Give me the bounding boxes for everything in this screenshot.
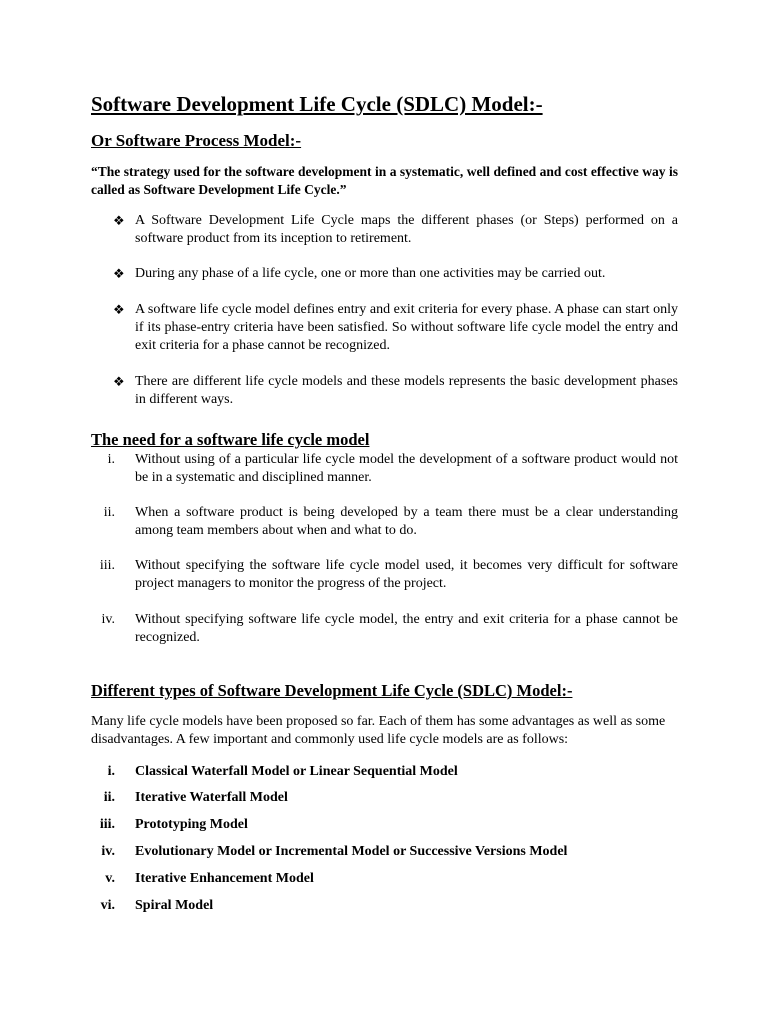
types-intro: Many life cycle models have been proposed so far. Each of them has some advantages as well as some disadvantages. A few important and commonly used life cycle models are as follows: [91, 714, 666, 747]
list-item-text: Without using of a particular life cycle model the development of a software product would not be in a systematic and disciplined manner. [135, 452, 678, 485]
list-number: i. [107, 764, 115, 779]
model-name: Evolutionary Model or Incremental Model or Successive Versions Model [135, 844, 568, 859]
list-number: iv. [101, 844, 115, 859]
page-subtitle: Or Software Process Model:- [91, 131, 302, 150]
list-number: i. [107, 452, 115, 467]
model-name: Spiral Model [135, 898, 214, 913]
bullet-text: A software life cycle model defines entry and exit criteria for every phase. A phase can start only if its phase-entry criteria have been satisfied. So without software life cycle model the entry and exit criteria for a phase cannot be recognized. [135, 302, 678, 353]
bullet-text: A Software Development Life Cycle maps the different phases (or Steps) performed on a software product from its inception to retirement. [135, 213, 678, 246]
model-list-item [91, 789, 678, 809]
model-list-item [91, 870, 678, 890]
types-heading: Different types of Software Development Life Cycle (SDLC) Model:- [91, 681, 573, 700]
list-item-text: Without specifying the software life cycle model used, it becomes very difficult for software project managers to monitor the progress of the project. [135, 558, 678, 591]
list-number: vi. [100, 898, 115, 913]
diamond-bullet-icon: ❖ [113, 302, 125, 317]
diamond-bullet-icon: ❖ [113, 213, 125, 228]
need-heading: The need for a software life cycle model [91, 430, 370, 449]
list-item-text: Without specifying software life cycle model, the entry and exit criteria for a phase cannot be recognized. [135, 612, 678, 645]
model-list-item [91, 897, 678, 917]
list-number: iii. [99, 558, 115, 573]
page-title: Software Development Life Cycle (SDLC) Model:- [91, 92, 543, 116]
model-list-item [91, 763, 678, 783]
list-number: ii. [103, 505, 115, 520]
bullet-text: There are different life cycle models and these models represents the basic development phases in different ways. [135, 374, 678, 407]
list-item-text: When a software product is being developed by a team there must be a clear understanding among team members about when and what to do. [135, 505, 678, 538]
list-number: iv. [101, 612, 115, 627]
model-name: Iterative Waterfall Model [135, 790, 288, 805]
diamond-bullet-icon: ❖ [113, 374, 125, 389]
model-list-item [91, 816, 678, 836]
model-name: Classical Waterfall Model or Linear Sequential Model [135, 764, 458, 779]
list-number: ii. [103, 790, 115, 805]
bullet-text: During any phase of a life cycle, one or more than one activities may be carried out. [135, 266, 606, 281]
model-name: Iterative Enhancement Model [135, 871, 314, 886]
sdlc-definition: “The strategy used for the software development in a systematic, well defined and cost effective way is called as Software Development Life Cycle.” [91, 164, 678, 197]
list-number: iii. [99, 817, 115, 832]
model-list-item [91, 843, 678, 863]
list-number: v. [105, 871, 115, 886]
diamond-bullet-icon: ❖ [113, 266, 125, 281]
model-name: Prototyping Model [135, 817, 248, 832]
